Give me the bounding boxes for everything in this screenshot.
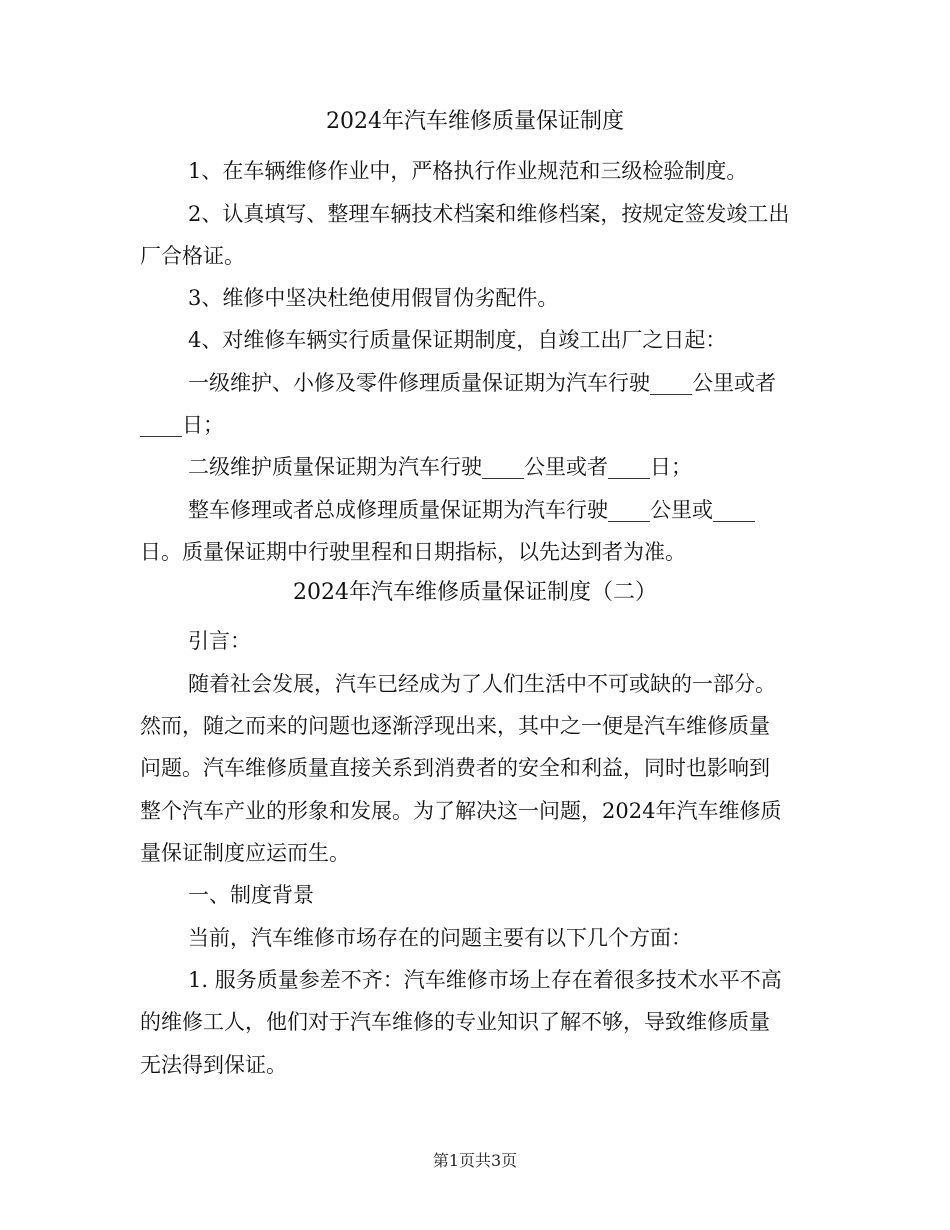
paragraph-line: 日。质量保证期中行驶里程和日期指标，以先达到者为准。 bbox=[140, 540, 686, 564]
paragraph-line: 整车修理或者总成修理质量保证期为汽车行驶____公里或____ bbox=[188, 498, 755, 522]
section-title: 2024年汽车维修质量保证制度（二） bbox=[293, 580, 657, 605]
paragraph-line: 一级维护、小修及零件修理质量保证期为汽车行驶____公里或者 bbox=[188, 371, 776, 395]
paragraph-line: 的维修工人，他们对于汽车维修的专业知识了解不够，导致维修质量 bbox=[140, 1010, 770, 1034]
page-number: 第1页共3页 bbox=[432, 1151, 518, 1170]
paragraph-line: 随着社会发展，汽车已经成为了人们生活中不可或缺的一部分。 bbox=[188, 672, 776, 696]
paragraph-line: 无法得到保证。 bbox=[140, 1053, 287, 1077]
paragraph-line: 然而，随之而来的问题也逐渐浮现出来，其中之一便是汽车维修质量 bbox=[140, 714, 770, 738]
paragraph-line: 引言： bbox=[188, 629, 251, 653]
document-title: 2024年汽车维修质量保证制度 bbox=[326, 109, 624, 134]
paragraph-line: 1、在车辆维修作业中，严格执行作业规范和三级检验制度。 bbox=[188, 159, 748, 183]
paragraph-line: 量保证制度应运而生。 bbox=[140, 841, 350, 865]
paragraph-line: 一、制度背景 bbox=[188, 883, 314, 907]
paragraph-line: 2、认真填写、整理车辆技术档案和维修档案，按规定签发竣工出 bbox=[188, 202, 790, 226]
paragraph-line: ____日； bbox=[140, 413, 224, 437]
paragraph-line: 4、对维修车辆实行质量保证期制度，自竣工出厂之日起： bbox=[188, 328, 727, 352]
paragraph-line: 当前，汽车维修市场存在的问题主要有以下几个方面： bbox=[188, 926, 692, 950]
paragraph-line: 二级维护质量保证期为汽车行驶____公里或者____日； bbox=[188, 455, 692, 479]
paragraph-line: 3、维修中坚决杜绝使用假冒伪劣配件。 bbox=[188, 286, 559, 310]
paragraph-line: 1. 服务质量参差不齐：汽车维修市场上存在着很多技术水平不高 bbox=[188, 968, 782, 992]
paragraph-line: 厂合格证。 bbox=[140, 244, 245, 268]
paragraph-line: 问题。汽车维修质量直接关系到消费者的安全和利益，同时也影响到 bbox=[140, 756, 770, 780]
paragraph-line: 整个汽车产业的形象和发展。为了解决这一问题，2024年汽车维修质 bbox=[140, 799, 782, 823]
